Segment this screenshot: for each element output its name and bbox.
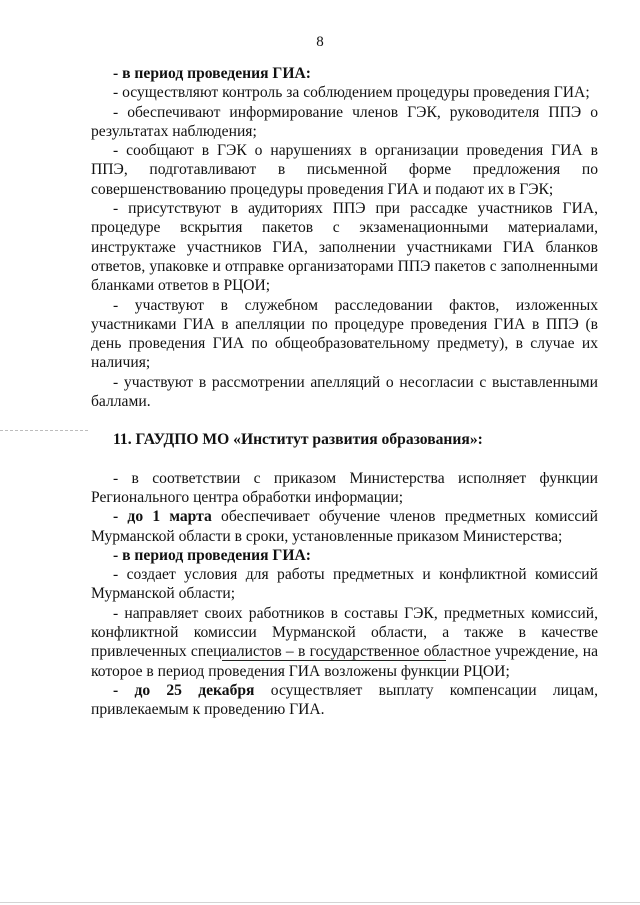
list-item: - направляет своих работников в составы ГЭК, предметных комиссий, конфликтной комиссии Мурманской области, а также в качестве привлеченных специалистов – в государственное областное учреждение, на которое в период проведения ГИА возложены функции РЦОИ; (91, 604, 598, 680)
document-body (91, 64, 598, 720)
page-bottom-edge (0, 902, 640, 903)
list-item: - обеспечивают информирование членов ГЭК, руководителя ППЭ о результатах наблюдения; (91, 103, 598, 140)
list-item: - участвуют в служебном расследовании фактов, изложенных участниками ГИА в апелляции по процедуре проведения ГИА в ППЭ (в день проведения ГИА по общеобразовательному предмету), в случае их наличия; (91, 296, 598, 372)
list-item (91, 681, 598, 720)
deadline-december: - до 25 декабря (113, 681, 255, 699)
section-11-title: 11. ГАУДПО МО «Институт развития образования»: (113, 431, 483, 449)
list-item: - в соответствии с приказом Министерства исполняет функции Регионального центра обработки информации; (91, 469, 598, 506)
page-number: 8 (316, 34, 324, 50)
period-heading: - в период проведения ГИА: (113, 65, 311, 82)
deadline-march: - до 1 марта (113, 508, 212, 526)
list-item (91, 507, 598, 546)
list-item: - сообщают в ГЭК о нарушениях в организации проведения ГИА в ППЭ, подготавливают в письменной форме предложения по совершенствованию процедуры проведения ГИА и подают их в ГЭК; (91, 142, 598, 198)
list-item: - присутствуют в аудиториях ППЭ при рассадке участников ГИА, процедуре вскрытия пакетов с экзаменационными материалами, инструктаже участников ГИА, заполнении участниками ГИА бланков ответов, упаковке и отправке организаторами ППЭ пакетов с заполненными бланками ответов в РЦОИ; (91, 200, 598, 295)
list-item: - участвуют в рассмотрении апелляций о несогласии с выставленными баллами. (91, 373, 598, 411)
list-item-text: обеспечивает обучение членов предметных комиссий Мурманской области в сроки, установленные приказом Министерства; (91, 508, 599, 545)
scan-artifact-line (0, 430, 88, 431)
end-separator-line (222, 660, 446, 661)
list-item-text: осуществляет выплату компенсации лицам, привлекаемым к проведению ГИА. (91, 681, 598, 719)
list-item: - создает условия для работы предметных и конфликтной комиссий Мурманской области; (91, 566, 598, 603)
list-item: - осуществляют контроль за соблюдением процедуры проведения ГИА; (113, 84, 590, 102)
period-heading: - в период проведения ГИА: (113, 546, 311, 564)
